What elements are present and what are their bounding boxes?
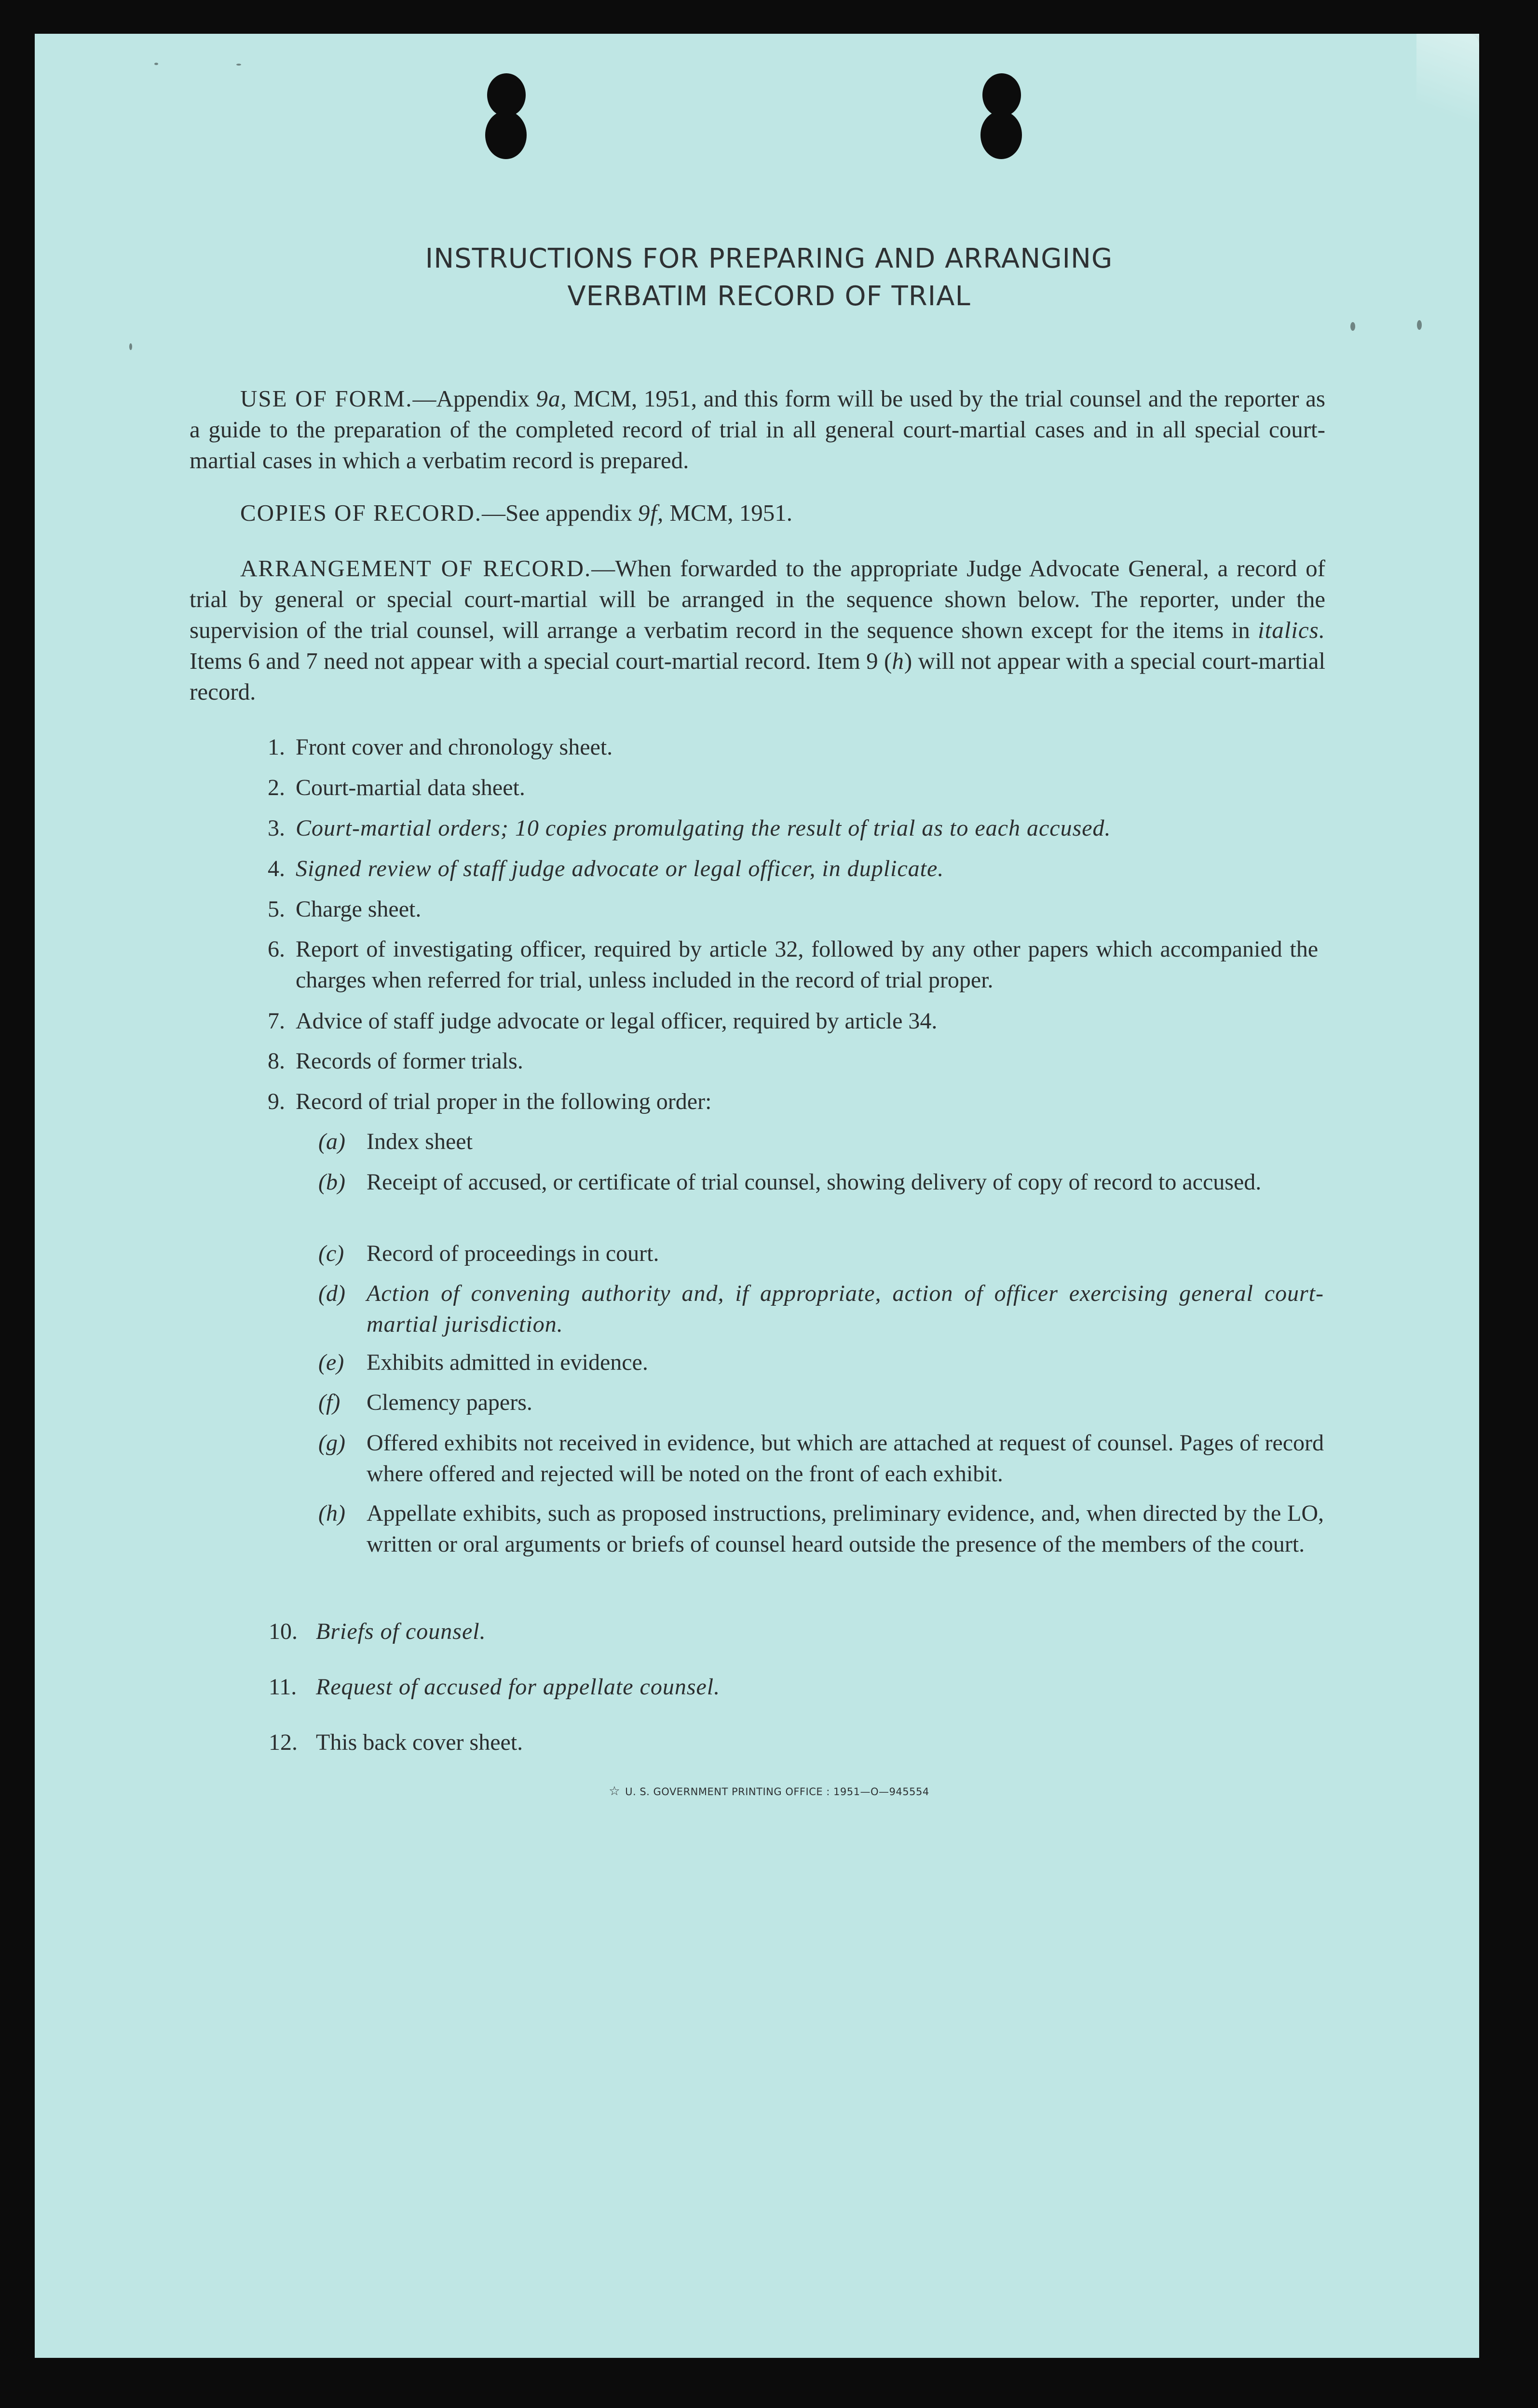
list-item-text: Record of trial proper in the following order:	[296, 1089, 712, 1114]
title-line-2: VERBATIM RECORD OF TRIAL	[567, 281, 971, 312]
sub-list-item	[318, 1238, 1326, 1269]
list-item	[268, 894, 1324, 925]
sub-list-text: Receipt of accused, or certificate of trial counsel, showing delivery of copy of record to accused.	[367, 1169, 1262, 1195]
list-item	[269, 1672, 1325, 1703]
sub-list-item	[318, 1498, 1326, 1560]
footer-text: U. S. GOVERNMENT PRINTING OFFICE : 1951—O—945554	[625, 1786, 929, 1798]
use-of-form-paragraph	[190, 383, 1325, 476]
list-item-text: Advice of staff judge advocate or legal officer, required by article 34.	[296, 1008, 938, 1034]
use-of-form-text-2: MCM, 1951, and this form will be used by the trial counsel and the reporter as a guide to the preparation of the completed record of trial in all general court-martial cases and in all special court-martial cases in which a verbatim record is prepared.	[190, 385, 1325, 473]
page-title	[0, 240, 1538, 315]
printing-office-footer	[0, 1784, 1538, 1799]
arrangement-text-1: —When forwarded to the appropriate Judge Advocate General, a record of trial by general or special court-martial will be arranged in the sequence shown below. The reporter, under the supervision of the trial counsel, will arrange a verbatim record in the sequence shown except for the items in	[190, 555, 1325, 643]
sub-list-text: Appellate exhibits, such as proposed instructions, preliminary evidence, and, when directed by the LO, written or oral arguments or briefs of counsel heard outside the presence of the members of the court.	[367, 1501, 1324, 1557]
list-item-number: 8.	[268, 1048, 285, 1074]
sub-list-text: Index sheet	[367, 1129, 473, 1154]
use-of-form-ref: 9a,	[536, 385, 567, 412]
paper-speck	[236, 64, 241, 66]
arrangement-h-ref: h	[892, 648, 904, 674]
arrangement-heading: ARRANGEMENT OF RECORD.	[240, 555, 592, 582]
paper-speck	[1417, 320, 1422, 330]
sub-list-item	[318, 1167, 1326, 1198]
sub-list-item	[318, 1387, 1326, 1418]
list-item-text: Records of former trials.	[296, 1048, 523, 1074]
sub-list-item	[318, 1428, 1326, 1489]
list-item	[268, 1006, 1324, 1037]
paper-speck	[154, 63, 158, 65]
sub-list-item	[318, 1278, 1326, 1340]
list-item-text: Court-martial data sheet.	[296, 775, 525, 800]
list-item-text: Court-martial orders; 10 copies promulgating the result of trial as to each accused.	[296, 815, 1111, 841]
punch-hole-left	[485, 73, 529, 165]
star-icon: ☆	[609, 1784, 621, 1799]
sub-list-item	[318, 1126, 1326, 1157]
list-item	[268, 772, 1324, 803]
paper-speck	[129, 343, 132, 350]
list-item-number: 2.	[268, 775, 285, 800]
sub-list-item	[318, 1347, 1326, 1378]
list-item-number: 6.	[268, 936, 285, 962]
sub-list-text: Exhibits admitted in evidence.	[367, 1350, 648, 1375]
list-item-number: 11.	[269, 1674, 297, 1700]
list-item	[268, 732, 1324, 763]
arrangement-text-2: Items 6 and 7 need not appear with a special court-martial record. Item 9 (	[190, 648, 892, 674]
list-item-number: 3.	[268, 815, 285, 841]
list-item-number: 9.	[268, 1089, 285, 1114]
copies-of-record-text-1: —See appendix	[481, 500, 638, 526]
arrangement-text-3: ) will not appear with a special court-martial record.	[190, 648, 1325, 705]
list-item-number: 4.	[268, 856, 285, 881]
list-item-text: Request of accused for appellate counsel.	[316, 1674, 721, 1700]
punch-hole-right	[980, 73, 1024, 165]
list-item-text: This back cover sheet.	[316, 1730, 523, 1755]
list-item	[268, 934, 1324, 996]
copies-of-record-heading: COPIES OF RECORD.	[240, 500, 482, 526]
sub-list-text: Action of convening authority and, if appropriate, action of officer exercising general court-martial jurisdiction.	[367, 1281, 1324, 1337]
list-item	[269, 1727, 1325, 1758]
sub-list-letter: (c)	[318, 1241, 344, 1266]
list-item	[268, 1086, 1324, 1117]
list-item-text: Front cover and chronology sheet.	[296, 734, 613, 760]
sub-list-text: Clemency papers.	[367, 1390, 532, 1415]
use-of-form-text-1: —Appendix	[412, 385, 536, 412]
list-item-number: 1.	[268, 734, 285, 760]
sub-list-text: Offered exhibits not received in evidence, but which are attached at request of counsel. Pages of record where offered and rejected will be noted on the front of each exhibit.	[367, 1430, 1324, 1487]
copies-of-record-text-2: MCM, 1951.	[664, 500, 793, 526]
sub-list-letter: (b)	[318, 1169, 345, 1195]
list-item-number: 10.	[269, 1619, 298, 1644]
title-line-1: INSTRUCTIONS FOR PREPARING AND ARRANGING	[425, 243, 1113, 274]
list-item-text: Signed review of staff judge advocate or legal officer, in duplicate.	[296, 856, 944, 881]
list-item	[268, 813, 1324, 844]
list-item	[269, 1616, 1325, 1647]
list-item	[268, 1046, 1324, 1077]
list-item	[268, 853, 1324, 884]
list-item-text: Charge sheet.	[296, 896, 422, 922]
paper-speck	[1350, 322, 1355, 331]
list-item-number: 5.	[268, 896, 285, 922]
list-item-text: Report of investigating officer, required by article 32, followed by any other papers which accompanied the charges when referred for trial, unless included in the record of trial proper.	[296, 936, 1318, 993]
paper-curl	[1416, 34, 1479, 145]
sub-list-text: Record of proceedings in court.	[367, 1241, 659, 1266]
sub-list-letter: (e)	[318, 1350, 344, 1375]
list-item-text: Briefs of counsel.	[316, 1619, 486, 1644]
copies-of-record-ref: 9f,	[638, 500, 664, 526]
sub-list-letter: (a)	[318, 1129, 345, 1154]
use-of-form-heading: USE OF FORM.	[240, 385, 413, 412]
sub-list-letter: (g)	[318, 1430, 345, 1456]
copies-of-record-paragraph	[190, 498, 1325, 528]
list-item-number: 7.	[268, 1008, 285, 1034]
arrangement-italics-word: italics.	[1257, 617, 1325, 643]
list-item-number: 12.	[269, 1730, 298, 1755]
sub-list-letter: (h)	[318, 1501, 345, 1526]
arrangement-paragraph	[190, 553, 1325, 707]
sub-list-letter: (f)	[318, 1390, 340, 1415]
sub-list-letter: (d)	[318, 1281, 345, 1306]
